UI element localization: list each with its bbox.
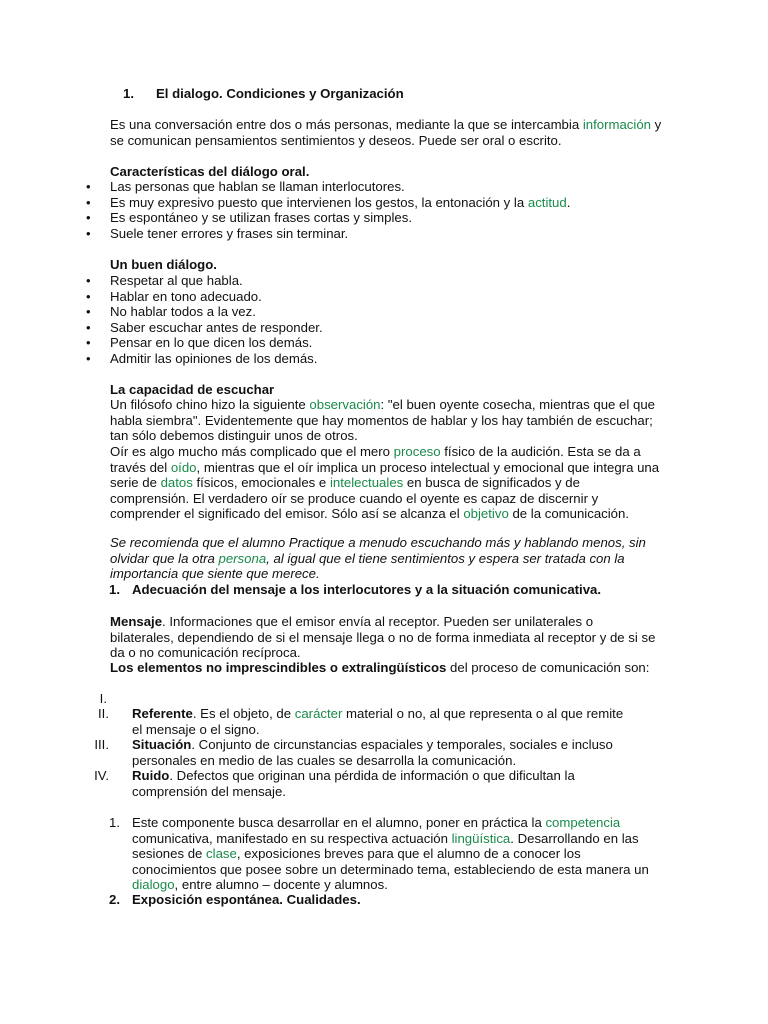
link-actitud[interactable]: actitud bbox=[527, 194, 567, 210]
link-linguistica[interactable]: lingüística bbox=[451, 830, 511, 846]
heading-title: Exposición espontánea. Cualidades. bbox=[132, 892, 361, 907]
heading-number: 2. bbox=[109, 892, 120, 907]
link-proceso[interactable]: proceso bbox=[393, 444, 441, 459]
referente-label: Referente bbox=[132, 706, 193, 721]
list-item: • Suele tener errores y frases sin terminar. bbox=[110, 226, 670, 242]
caracteristicas-list bbox=[110, 179, 670, 241]
list-item: • Es muy expresivo puesto que intervienen los gestos, la entonación y la actitud. bbox=[110, 195, 670, 211]
link-caracter[interactable]: carácter bbox=[294, 706, 343, 721]
link-clase[interactable]: clase bbox=[206, 846, 237, 862]
link-observacion[interactable]: observación bbox=[309, 397, 381, 412]
link-oido[interactable]: oído bbox=[170, 459, 197, 475]
buen-dialogo-title: Un buen diálogo. bbox=[110, 257, 217, 272]
roman-number: II. bbox=[98, 706, 109, 721]
intro-text-1: Es una conversación entre dos o más personas, mediante la que se intercambia bbox=[110, 117, 583, 132]
caracteristicas-title: Características del diálogo oral. bbox=[110, 164, 310, 179]
heading-number: 1. bbox=[109, 582, 120, 597]
mensaje-label: Mensaje bbox=[110, 614, 163, 629]
buen-dialogo-list bbox=[110, 273, 670, 367]
list-item: • Respetar al que habla. bbox=[110, 273, 670, 289]
componente-text: Este componente busca desarrollar en el alumno, poner en práctica la competencia comunicativa, manifestado en su respectiva actuación lingüística. Desarrollando en las sesiones de clase, exposiciones breves para que el alumno de a conocer los conocimientos que posee sobre un determinado tema, estableciendo de esta manera un dialogo, entre alumno – docente y alumnos. bbox=[132, 815, 649, 893]
list-item: • Admitir las opiniones de los demás. bbox=[110, 351, 670, 367]
intro-paragraph bbox=[110, 117, 662, 148]
link-intelectuales[interactable]: intelectuales bbox=[329, 475, 404, 491]
link-competencia[interactable]: competencia bbox=[545, 815, 621, 830]
list-item: • Hablar en tono adecuado. bbox=[110, 289, 670, 305]
ruido-label: Ruido bbox=[132, 768, 170, 783]
list-item: • No hablar todos a la vez. bbox=[110, 304, 670, 320]
link-informacion[interactable]: información bbox=[582, 117, 651, 132]
escuchar-paragraph-1: Un filósofo chino hizo la siguiente observación: "el buen oyente cosecha, mientras que el que habla siembra". Evidentemente que hay momentos de hablar y los hay también de escuchar; tan sólo debemos distinguir unos de otros. bbox=[110, 397, 655, 444]
roman-number: III. bbox=[94, 737, 109, 752]
list-number: 1. bbox=[109, 815, 120, 830]
link-datos[interactable]: datos bbox=[160, 475, 193, 491]
document-page: 1. El dialogo. Condiciones y Organización Es una conversación entre dos o más personas, mediante la que se intercambia información y se comunican pensamientos sentimientos y deseos. Puede ser oral o escrito. Características del diálogo oral. • Las personas que hablan se llaman interlocutores. • Es muy expresivo puesto que intervienen los gestos, la entonación y la actitud. • Es espontáneo y se utilizan frases cortas y simples. • Suele tener errores y frases sin terminar. Un buen diálogo. • Respetar al que habla. • Hablar en tono adecuado. • No hablar todos a la vez. • Saber escuchar antes de responder. • Pensar en lo que dicen los demás. • Admitir las opiniones de los demás. La capacidad de escuchar Un filósofo chino hizo la siguiente observación: "el buen oyente cosecha, mientras que el que habla siembra". Evidentemente que hay momentos de hablar y los hay también de escuchar; tan sólo debemos distinguir unos de otros. Oír es algo mucho más complicado que el mero proceso físico de la audición. Esta se da a través del oído, mientras que el oír implica un proceso intelectual y emocional que integra una serie de datos físicos, emocionales e intelectuales en busca de significados y de comprensión. El verdadero oír se produce cuando el oyente es capaz de discernir y comprender el significado del emisor. Sólo así se alcanza el objetivo de la comunicación. Se recomienda que el alumno Practique a menudo escuchando más y hablando menos, sin olvidar que la otra persona, al igual que el tiene sentimientos y espera ser tratada con la importancia que siente que merece. 1. Adecuación del mensaje a los interlocutores y a la situación comunicativa. Mensaje. Informaciones que el emisor envía al receptor. Pueden ser unilaterales o bilaterales, dependiendo de si el mensaje llega o no de forma inmediata al receptor y de si se da o no comunicación recíproca. Los elementos no imprescindibles o extralingüísticos del proceso de comunicación son: I. II. Referente. Es el objeto, de carácter material o no, al que representa o al que remite el mensaje o el signo. III. Situación. Conjunto de circunstancias espaciales y temporales, sociales e incluso personales en medio de las cuales se desarrolla la comunicación. IV. Ruido. Defectos que originan una pérdida de información o que dificultan la comprensión del mensaje. 1. Este componente busca desarrollar en el alumno, poner en práctica la competencia comunicativa, manifestado en su respectiva actuación lingüística. Desarrollando en las sesiones de clase, exposiciones breves para que el alumno de a conocer los conocimientos que posee sobre un determinado tema, estableciendo de esta manera un dialogo, entre alumno – docente y alumnos. 2. Exposición espontánea. Cualidades. bbox=[0, 0, 768, 1024]
heading-title: Adecuación del mensaje a los interlocutores y a la situación comunicativa. bbox=[132, 582, 602, 597]
mensaje-paragraph: Mensaje. Informaciones que el emisor envía al receptor. Pueden ser unilaterales o bilaterales, dependiendo de si el mensaje llega o no de forma inmediata al receptor y de si se da o no comunicación recíproca. bbox=[110, 614, 656, 661]
list-item: • Saber escuchar antes de responder. bbox=[110, 320, 670, 336]
link-persona[interactable]: persona bbox=[218, 550, 267, 566]
escuchar-paragraph-2: Oír es algo mucho más complicado que el mero proceso físico de la audición. Esta se da a través del oído, mientras que el oír implica un proceso intelectual y emocional que integra una serie de datos físicos, emocionales e intelectuales en busca de significados y de comprensión. El verdadero oír se produce cuando el oyente es capaz de discernir y comprender el significado del emisor. Sólo así se alcanza el objetivo de la comunicación. bbox=[110, 444, 660, 522]
escuchar-recommendation: Se recomienda que el alumno Practique a menudo escuchando más y hablando menos, sin olvidar que la otra persona, al igual que el tiene sentimientos y espera ser tratada con la importancia que siente que merece. bbox=[110, 535, 646, 582]
heading-title: El dialogo. Condiciones y Organización bbox=[156, 86, 404, 101]
elementos-intro: Los elementos no imprescindibles o extralingüísticos del proceso de comunicación son: bbox=[110, 660, 650, 675]
heading-number: 1. bbox=[123, 86, 134, 101]
elementos-bold: Los elementos no imprescindibles o extralingüísticos bbox=[110, 660, 447, 675]
escuchar-title: La capacidad de escuchar bbox=[110, 382, 275, 397]
list-item: • Es espontáneo y se utilizan frases cortas y simples. bbox=[110, 210, 670, 226]
list-item: • Las personas que hablan se llaman interlocutores. bbox=[110, 179, 670, 195]
roman-number: IV. bbox=[94, 768, 109, 783]
roman-number: I. bbox=[99, 691, 107, 706]
link-objetivo[interactable]: objetivo bbox=[463, 506, 509, 522]
list-item: • Pensar en lo que dicen los demás. bbox=[110, 335, 670, 351]
link-dialogo[interactable]: dialogo bbox=[132, 877, 175, 893]
intro-text-2: y se comunican pensamientos sentimientos y deseos. Puede ser oral o escrito. bbox=[110, 117, 662, 148]
situacion-label: Situación bbox=[132, 737, 192, 752]
